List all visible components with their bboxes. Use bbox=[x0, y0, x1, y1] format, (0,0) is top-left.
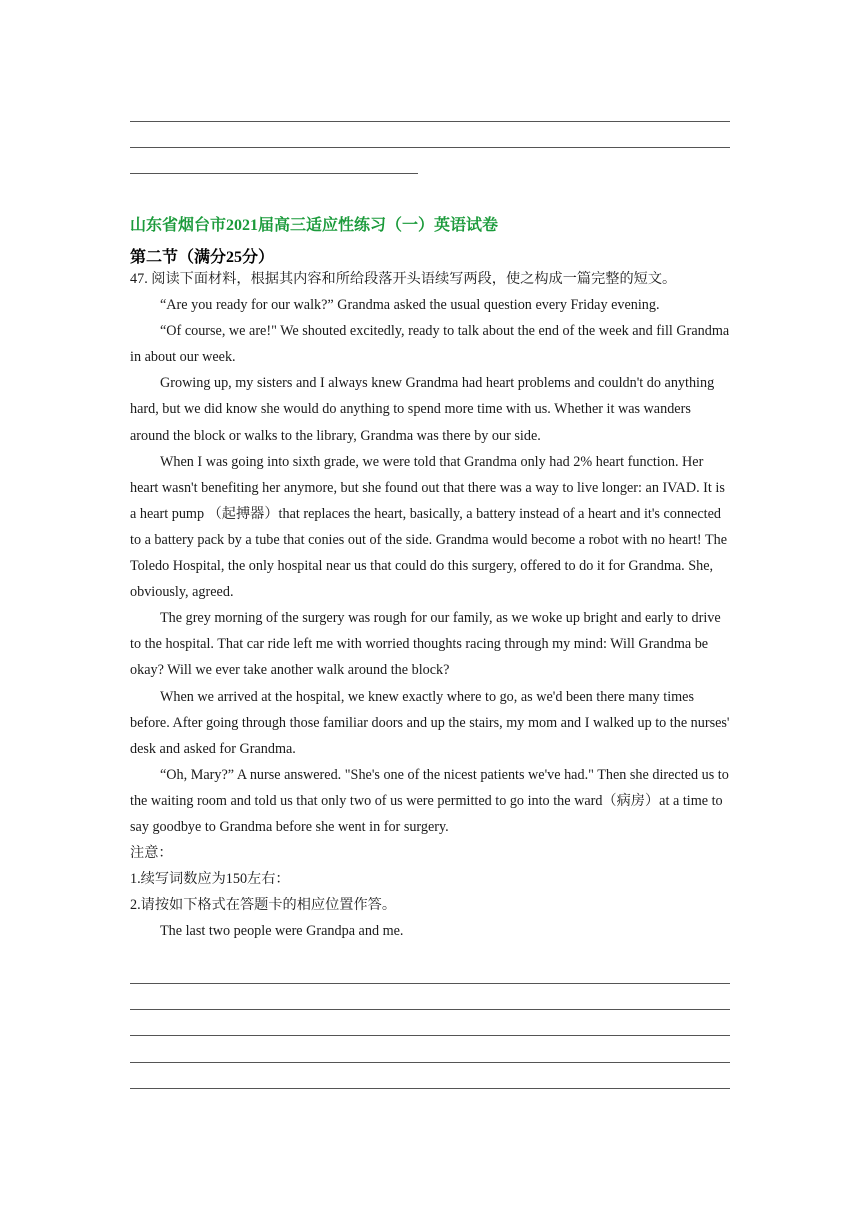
answer-line bbox=[130, 1088, 730, 1089]
story-paragraph: “Are you ready for our walk?” Grandma asked the usual question every Friday evening. bbox=[160, 297, 660, 314]
note-item: 2.请按如下格式在答题卡的相应位置作答。 bbox=[130, 897, 397, 914]
answer-line bbox=[130, 1062, 730, 1063]
story-paragraph: When we arrived at the hospital, we knew exactly where to go, as we'd been there many times before. After going through those familiar doors and up the stairs, my mom and I walked up to the nurses' desk and asked for Grandma. bbox=[130, 688, 730, 757]
exam-title: 山东省烟台市2021届高三适应性练习（一）英语试卷 bbox=[130, 217, 499, 234]
question-body bbox=[130, 266, 730, 944]
question-prompt: 47. 阅读下面材料，根据其内容和所给段落开头语续写两段，使之构成一篇完整的短文。 bbox=[130, 271, 677, 287]
answer-line bbox=[130, 1035, 730, 1036]
section-heading: 第二节（满分25分） bbox=[130, 249, 275, 266]
story-paragraph: “Oh, Mary?” A nurse answered. "She's one of the nicest patients we've had." Then she directed us to the waiting room and told us that only two of us were permitted to go into the ward（病房）at a time to say goodbye to Grandma before she went in for surgery. bbox=[130, 766, 729, 835]
answer-line bbox=[130, 147, 730, 148]
story-paragraph: The grey morning of the surgery was rough for our family, as we woke up bright and early to drive to the hospital. That car ride left me with worried thoughts racing through my mind: Will Grandma be okay? Will we ever take another walk around the block? bbox=[130, 610, 721, 679]
story-paragraph: “Of course, we are!" We shouted excitedly, ready to talk about the end of the week and fill Grandma in about our week. bbox=[130, 323, 730, 366]
answer-line-short bbox=[130, 173, 418, 174]
answer-line bbox=[130, 1009, 730, 1010]
note-item: 1.续写词数应为150左右： bbox=[130, 871, 290, 888]
continuation-start: The last two people were Grandpa and me. bbox=[160, 923, 404, 940]
story-paragraph: Growing up, my sisters and I always knew Grandma had heart problems and couldn't do anything hard, but we did know she would do anything to spend more time with us. Whether it was wanders around the block or walks to the library, Grandma was there by our side. bbox=[130, 375, 715, 444]
answer-line bbox=[130, 983, 730, 984]
answer-line bbox=[130, 121, 730, 122]
story-paragraph: When I was going into sixth grade, we were told that Grandma only had 2% heart function. Her heart wasn't benefiting her anymore, but she found out that there was a way to live longer: an IVAD. It is a heart pump （起搏器）that replaces the heart, basically, a battery instead of a heart and it's connected to a battery pack by a tube that conies out of the side. Grandma would become a robot with no heart! The Toledo Hospital, the only hospital near us that could do this surgery, offered to do it for Grandma. She, obviously, agreed. bbox=[130, 453, 728, 601]
notes-label: 注意： bbox=[130, 845, 173, 862]
